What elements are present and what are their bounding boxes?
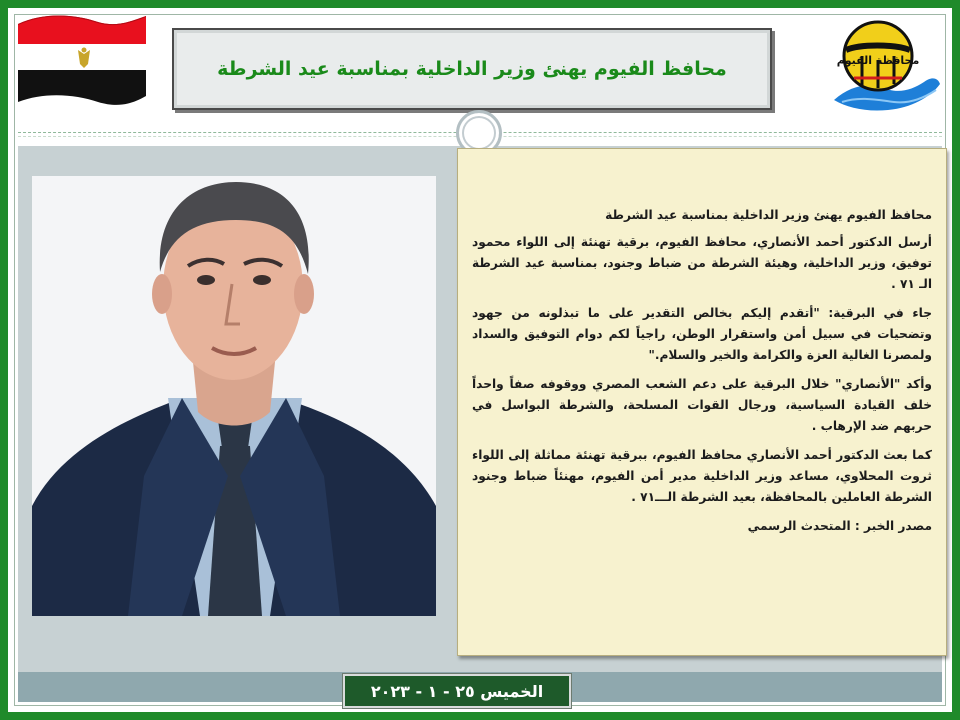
article-paragraph: أرسل الدكتور أحمد الأنصاري، محافظ الفيوم، برقية تهنئة إلى اللواء محمود توفيق، وزير الداخلية، وهيئة الشرطة من ضباط وجنود، بمناسبة عيد الشرطة الـ ٧١ . <box>472 235 932 291</box>
article-paragraph: كما بعث الدكتور أحمد الأنصاري محافظ الفيوم، ببرقية تهنئة مماثلة إلى اللواء ثروت المحلاوي، مساعد وزير الداخلية مدير أمن الفيوم، مهنئاً ضباط وجنود الشرطة العاملين بالمحافظة، بعيد الشرطة الـــ٧١ . <box>472 448 932 504</box>
article-paragraph: وأكد "الأنصاري" خلال البرقية على دعم الشعب المصري ووقوفه صفاً واحداً خلف القيادة السياسية، ورجال القوات المسلحة، والشرطة البواسل في حربهم ضد الإرهاب . <box>472 377 932 433</box>
article-headline: محافظ الفيوم يهنئ وزير الداخلية بمناسبة عيد الشرطة <box>605 208 932 222</box>
article-card <box>457 148 947 656</box>
page-title: محافظ الفيوم يهنئ وزير الداخلية بمناسبة عيد الشرطة <box>217 58 727 80</box>
article-source: مصدر الخبر : المتحدث الرسمي <box>747 519 932 533</box>
egypt-flag-icon <box>14 10 148 106</box>
fayoum-logo-icon <box>832 16 942 116</box>
header-title-box <box>172 28 772 110</box>
date-text: الخميس ٢٥ - ١ - ٢٠٢٣ <box>370 681 544 701</box>
official-portrait-photo <box>32 176 436 616</box>
date-badge <box>343 674 571 708</box>
article-paragraph: جاء في البرقية: "أتقدم إليكم بخالص التقدير على ما تبذلونه من جهود وتضحيات في سبيل أمن واستقرار الوطن، راجياً لكم دوام التوفيق والسداد ولمصرنا الغالية العزة والكرامة والخير والسلام." <box>472 306 932 362</box>
logo-text: محافظة الفيوم <box>836 54 920 67</box>
